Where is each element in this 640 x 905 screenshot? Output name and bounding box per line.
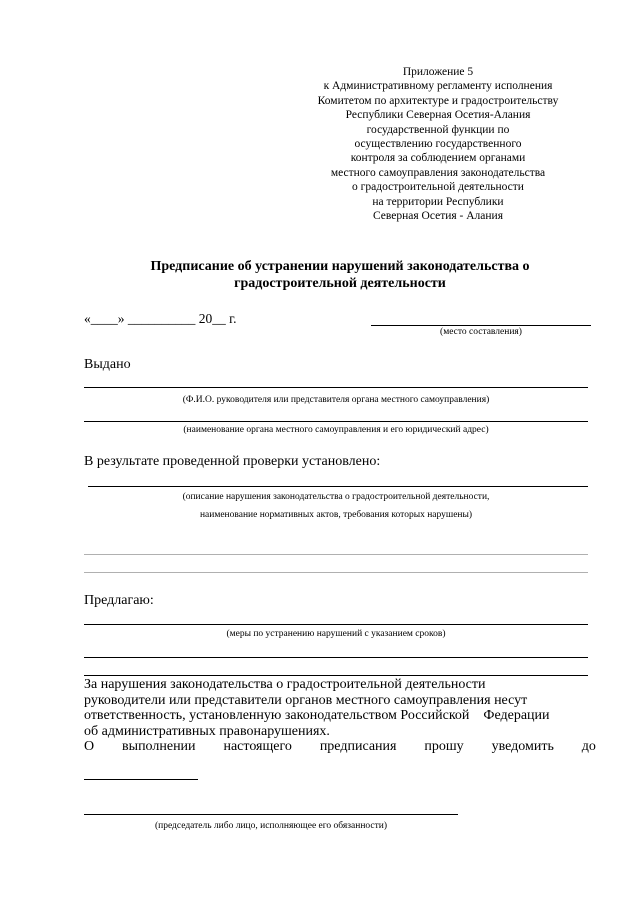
fio-blank-line (84, 387, 588, 388)
proposal-extra-line-1 (84, 657, 588, 658)
proposal-label: Предлагаю: (84, 593, 154, 608)
place-caption: (место составления) (440, 327, 522, 337)
responsibility-line: об административных правонарушениях. (84, 723, 330, 739)
signature-caption: (председатель либо лицо, исполняющее его обязанности) (154, 821, 388, 831)
appendix-header (292, 65, 584, 223)
notify-word: выполнении (122, 739, 196, 754)
responsibility-paragraph (84, 677, 596, 755)
inspection-caption-1: (описание нарушения законодательства о градостроительной деятельности, (182, 492, 490, 502)
appendix-line: государственной функции по (366, 123, 510, 136)
notify-word: уведомить (491, 739, 554, 754)
responsibility-line (84, 708, 596, 724)
appendix-line: на территории Республики (372, 195, 504, 208)
proposal-caption: (меры по устранению нарушений с указанием сроков) (226, 629, 446, 639)
responsibility-line-text: ответственность, установленную законодательством Российской Федерации (84, 708, 550, 723)
responsibility-line: За нарушения законодательства о градостроительной деятельности (84, 677, 486, 692)
notify-line (84, 739, 596, 755)
org-blank-line (84, 421, 588, 422)
appendix-line: Северная Осетия - Алания (372, 210, 503, 223)
responsibility-line: руководители или представители органов местного самоуправления несут (84, 692, 528, 708)
notify-word: прошу (424, 739, 464, 754)
signature-blank-line (84, 814, 458, 815)
inspection-label: В результате проведенной проверки установлено: (84, 454, 381, 469)
org-caption: (наименование органа местного самоуправления и его юридический адрес) (183, 425, 489, 435)
notify-word: О (84, 739, 95, 754)
inspection-blank-line (88, 486, 588, 487)
fio-caption: (Ф.И.О. руководителя или представителя органа местного самоуправления) (182, 395, 490, 405)
notify-deadline-line (84, 779, 198, 780)
appendix-line: Приложение 5 (402, 66, 474, 78)
appendix-line: о градостроительной деятельности (352, 181, 524, 194)
proposal-extra-line-2 (84, 675, 588, 676)
notify-word: настоящего (223, 739, 292, 754)
inspection-caption-2: наименование нормативных актов, требования которых нарушены) (199, 510, 473, 520)
document-title (100, 258, 580, 292)
inspection-extra-line-1 (84, 554, 588, 555)
proposal-blank-line (84, 624, 588, 625)
notify-word: до (581, 739, 596, 754)
date-field: «____» __________ 20__ г. (84, 311, 237, 326)
appendix-line: Комитетом по архитектуре и градостроительству (317, 94, 559, 107)
appendix-line: к Административному регламенту исполнения (323, 80, 553, 93)
place-blank-line (371, 325, 591, 326)
appendix-line: Республики Северная Осетия-Алания (345, 109, 531, 122)
title-line-1: Предписание об устранении нарушений законодательства о (150, 259, 530, 274)
issued-label: Выдано (84, 357, 131, 372)
appendix-line: контроля за соблюдением органами (350, 152, 526, 165)
appendix-line: местного самоуправления законодательства (330, 166, 546, 179)
inspection-extra-line-2 (84, 572, 588, 573)
notify-word: предписания (319, 739, 397, 754)
appendix-line: осуществлению государственного (354, 138, 522, 151)
title-line-2: градостроительной деятельности (234, 276, 446, 291)
